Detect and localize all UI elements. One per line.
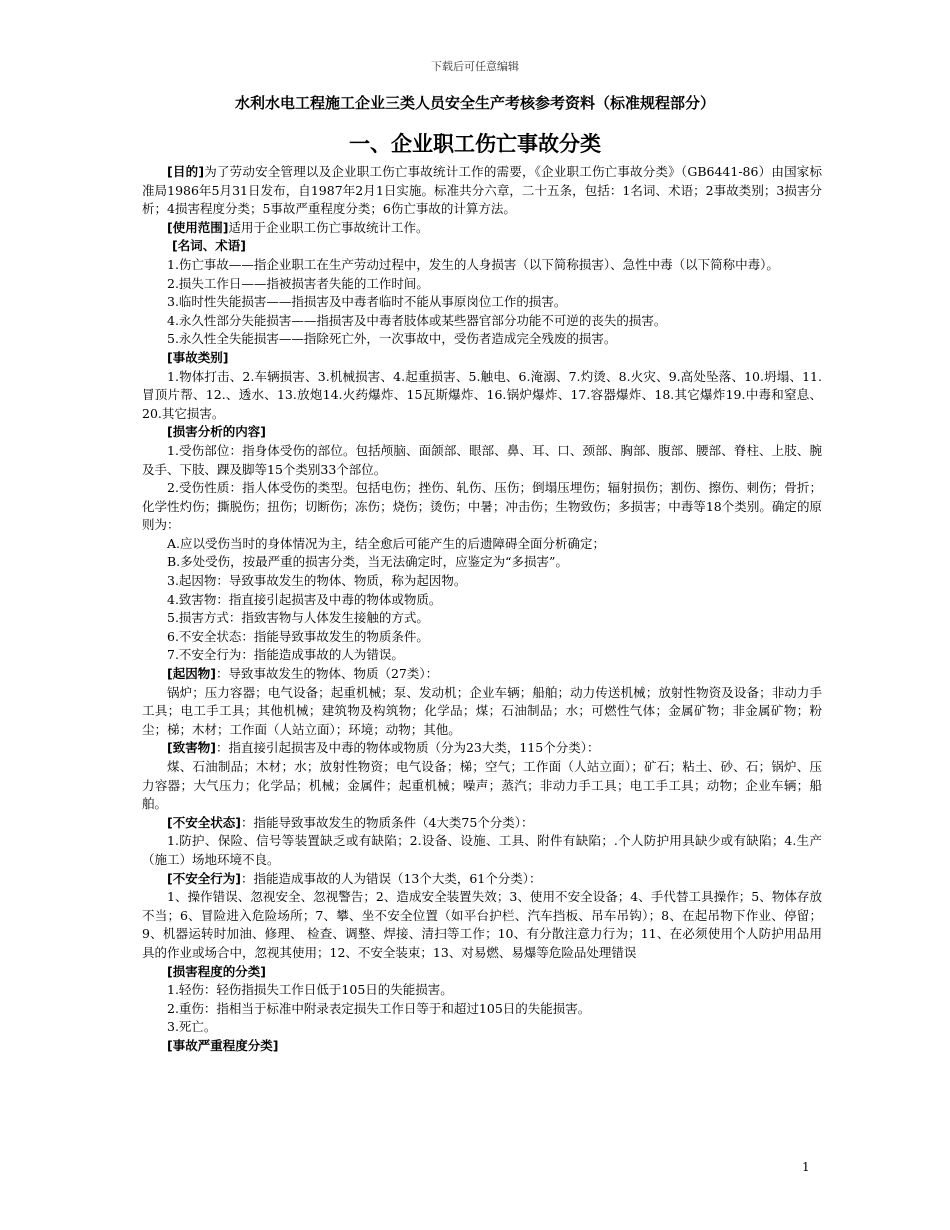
injury-degree-item: 3.死亡。 — [167, 1019, 217, 1035]
unsafe-state-list: 1.防护、保险、信号等装置缺乏或有缺陷；2.设备、设施、工具、附件有缺陷；.个人防护用具缺少或有缺陷；4.生产（施工）场地环境不良。 — [142, 833, 822, 867]
unsafe-state-paragraph — [142, 814, 822, 833]
document-body — [142, 163, 822, 1056]
injury-analysis-heading: [损害分析的内容] — [167, 424, 266, 440]
page-number: 1 — [802, 1160, 810, 1174]
injury-degree-item: 2.重伤：指相当于标准中附录表定损失工作日等于和超过105日的失能损害。 — [167, 1000, 591, 1016]
terms-item: 1.伤亡事故——指企业职工在生产劳动过程中，发生的人身损害（以下简称损害）、急性中毒（以下简称中毒）。 — [167, 256, 779, 272]
injury-analysis-item: 6.不安全状态：指能导致事故发生的物质条件。 — [167, 628, 429, 644]
injury-analysis-item: 5.损害方式：指致害物与人体发生接触的方式。 — [167, 610, 429, 626]
terms-item: 4.永久性部分失能损害——指损害及中毒者肢体或某些器官部分功能不可逆的丧失的损害。 — [167, 312, 667, 328]
cause-objects-list: 锅炉；压力容器；电气设备；起重机械；泵、发动机；企业车辆；船舶；动力传送机械；放射性物资及设备；非动力手工具；电工手工具；其他机械；建筑物及构筑物；化学品；煤；石油制品；水；可燃性气体；金属矿物；非金属矿物；粉尘；梯；木材；工作面（人站立面）；环境；动物；其他。 — [142, 684, 822, 737]
injury-analysis-item: B.多处受伤，按最严重的损害分类，当无法确定时，应鉴定为“多损害”。 — [167, 554, 568, 570]
terms-item: 2.损失工作日——指被损害者失能的工作时间。 — [167, 275, 429, 291]
injury-analysis-item: 3.起因物：导致事故发生的物体、物质，称为起因物。 — [167, 573, 467, 589]
injury-degree-item: 1.轻伤：轻伤指损失工作日低于105日的失能损害。 — [167, 982, 453, 998]
injury-analysis-item: 1.受伤部位：指身体受伤的部位。包括颅脑、面颌部、眼部、鼻、耳、口、颈部、胸部、腹部、腰部、脊柱、上肢、腕及手、下肢、踝及脚等15个类别33个部位。 — [142, 442, 822, 477]
purpose-label: [目的] — [167, 164, 205, 179]
scope-text: 适用于企业职工伤亡事故统计工作。 — [228, 219, 429, 235]
terms-item: 3.临时性失能损害——指损害及中毒者临时不能从事原岗位工作的损害。 — [167, 294, 567, 310]
purpose-text: 为了劳动安全管理以及企业职工伤亡事故统计工作的需要，《企业职工伤亡事故分类》（GB6441-86）由国家标准局1986年5月31日发布，自1987年2月1日实施。标准共分六章，二十五条，包括：1名词、术语；2事故类别；3损害分析；4损害程度分类；5事故严重程度分类；6伤亡事故的计算方法。 — [142, 164, 822, 217]
injury-analysis-item: 4.致害物：指直接引起损害及中毒的物体或物质。 — [167, 591, 442, 607]
harm-objects-paragraph — [142, 739, 822, 758]
document-title: 水利水电工程施工企业三类人员安全生产考核参考资料（标准规程部分） — [234, 94, 715, 112]
harm-objects-list: 煤、石油制品；木材；水；放射性物资；电气设备；梯；空气；工作面（人站立面）；矿石；粘土、砂、石；锅炉、压力容器；大气压力；化学品；机械；金属件；起重机械；噪声；蒸汽；非动力手工具；电工手工具；动物；企业车辆；船舶。 — [142, 759, 822, 812]
injury-analysis-item: 7.不安全行为：指能造成事故的人为错误。 — [167, 647, 404, 663]
scope-paragraph — [142, 219, 822, 238]
injury-analysis-item: A.应以受伤当时的身体情况为主，结全愈后可能产生的后遗障碍全面分析确定； — [167, 535, 606, 551]
unsafe-behavior-paragraph — [142, 870, 822, 889]
unsafe-state-text: ：指能导致事故发生的物质条件（4大类75个分类）： — [240, 814, 534, 830]
terms-item: 5.永久性全失能损害——指除死亡外，一次事故中，受伤者造成完全残废的损害。 — [167, 331, 617, 347]
unsafe-state-label: [不安全状态] — [167, 814, 241, 830]
scope-label: [使用范围] — [167, 219, 229, 235]
header-note: 下载后可任意编辑 — [431, 60, 519, 73]
harm-objects-text: ：指直接引起损害及中毒的物体或物质（分为23大类，115个分类）： — [215, 740, 600, 756]
harm-objects-label: [致害物] — [167, 740, 216, 756]
accident-types-text: 1.物体打击、2.车辆损害、3.机械损害、4.起重损害、5.触电、6.淹溺、7.灼烫、8.火灾、9.高处坠落、10.坍塌、11.冒顶片帮、12.、透水、13.放炮14.火药爆炸、15瓦斯爆炸、16.锅炉爆炸、17.容器爆炸、18.其它爆炸19.中毒和窒息、20.其它损害。 — [142, 368, 822, 421]
accident-types-heading: [事故类别] — [167, 349, 229, 365]
cause-objects-text: ：导致事故发生的物体、物质（27类）： — [215, 666, 439, 682]
injury-degree-heading: [损害程度的分类] — [167, 963, 266, 979]
severity-heading: [事故严重程度分类] — [167, 1037, 279, 1053]
purpose-paragraph — [142, 163, 822, 219]
section-title: 一、企业职工伤亡事故分类 — [349, 132, 601, 156]
terms-heading: [名词、术语] — [172, 238, 246, 254]
cause-objects-label: [起因物] — [167, 666, 216, 682]
injury-analysis-item: 2.受伤性质：指人体受伤的类型。包括电伤；挫伤、轧伤、压伤；倒塌压埋伤；辐射损伤；割伤、擦伤、刺伤；骨折；化学性灼伤；撕脱伤；扭伤；切断伤；冻伤；烧伤；烫伤；中暑；冲击伤；生物致伤；多损害；中毒等18个类别。确定的原则为： — [142, 480, 822, 533]
unsafe-behavior-label: [不安全行为] — [167, 870, 241, 886]
unsafe-behavior-list: 1、操作错误、忽视安全、忽视警告；2、造成安全装置失效；3、使用不安全设备；4、手代替工具操作；5、物体存放不当；6、冒险进入危险场所；7、攀、坐不安全位置（如平台护栏、汽车挡板、吊车吊钩）；8、在起吊物下作业、停留；9、机器运转时加油、修理、 检查、调整、焊接、清扫等工作；10、有分散注意力行为；11、在必须使用个人防护用品用具的作业或场合中，忽视其使用；12、不安全装束；13、对易燃、易爆等危险品处理错误 — [142, 889, 822, 960]
unsafe-behavior-text: ：指能造成事故的人为错误（13个大类，61个分类）： — [240, 870, 542, 886]
cause-objects-paragraph — [142, 665, 822, 684]
